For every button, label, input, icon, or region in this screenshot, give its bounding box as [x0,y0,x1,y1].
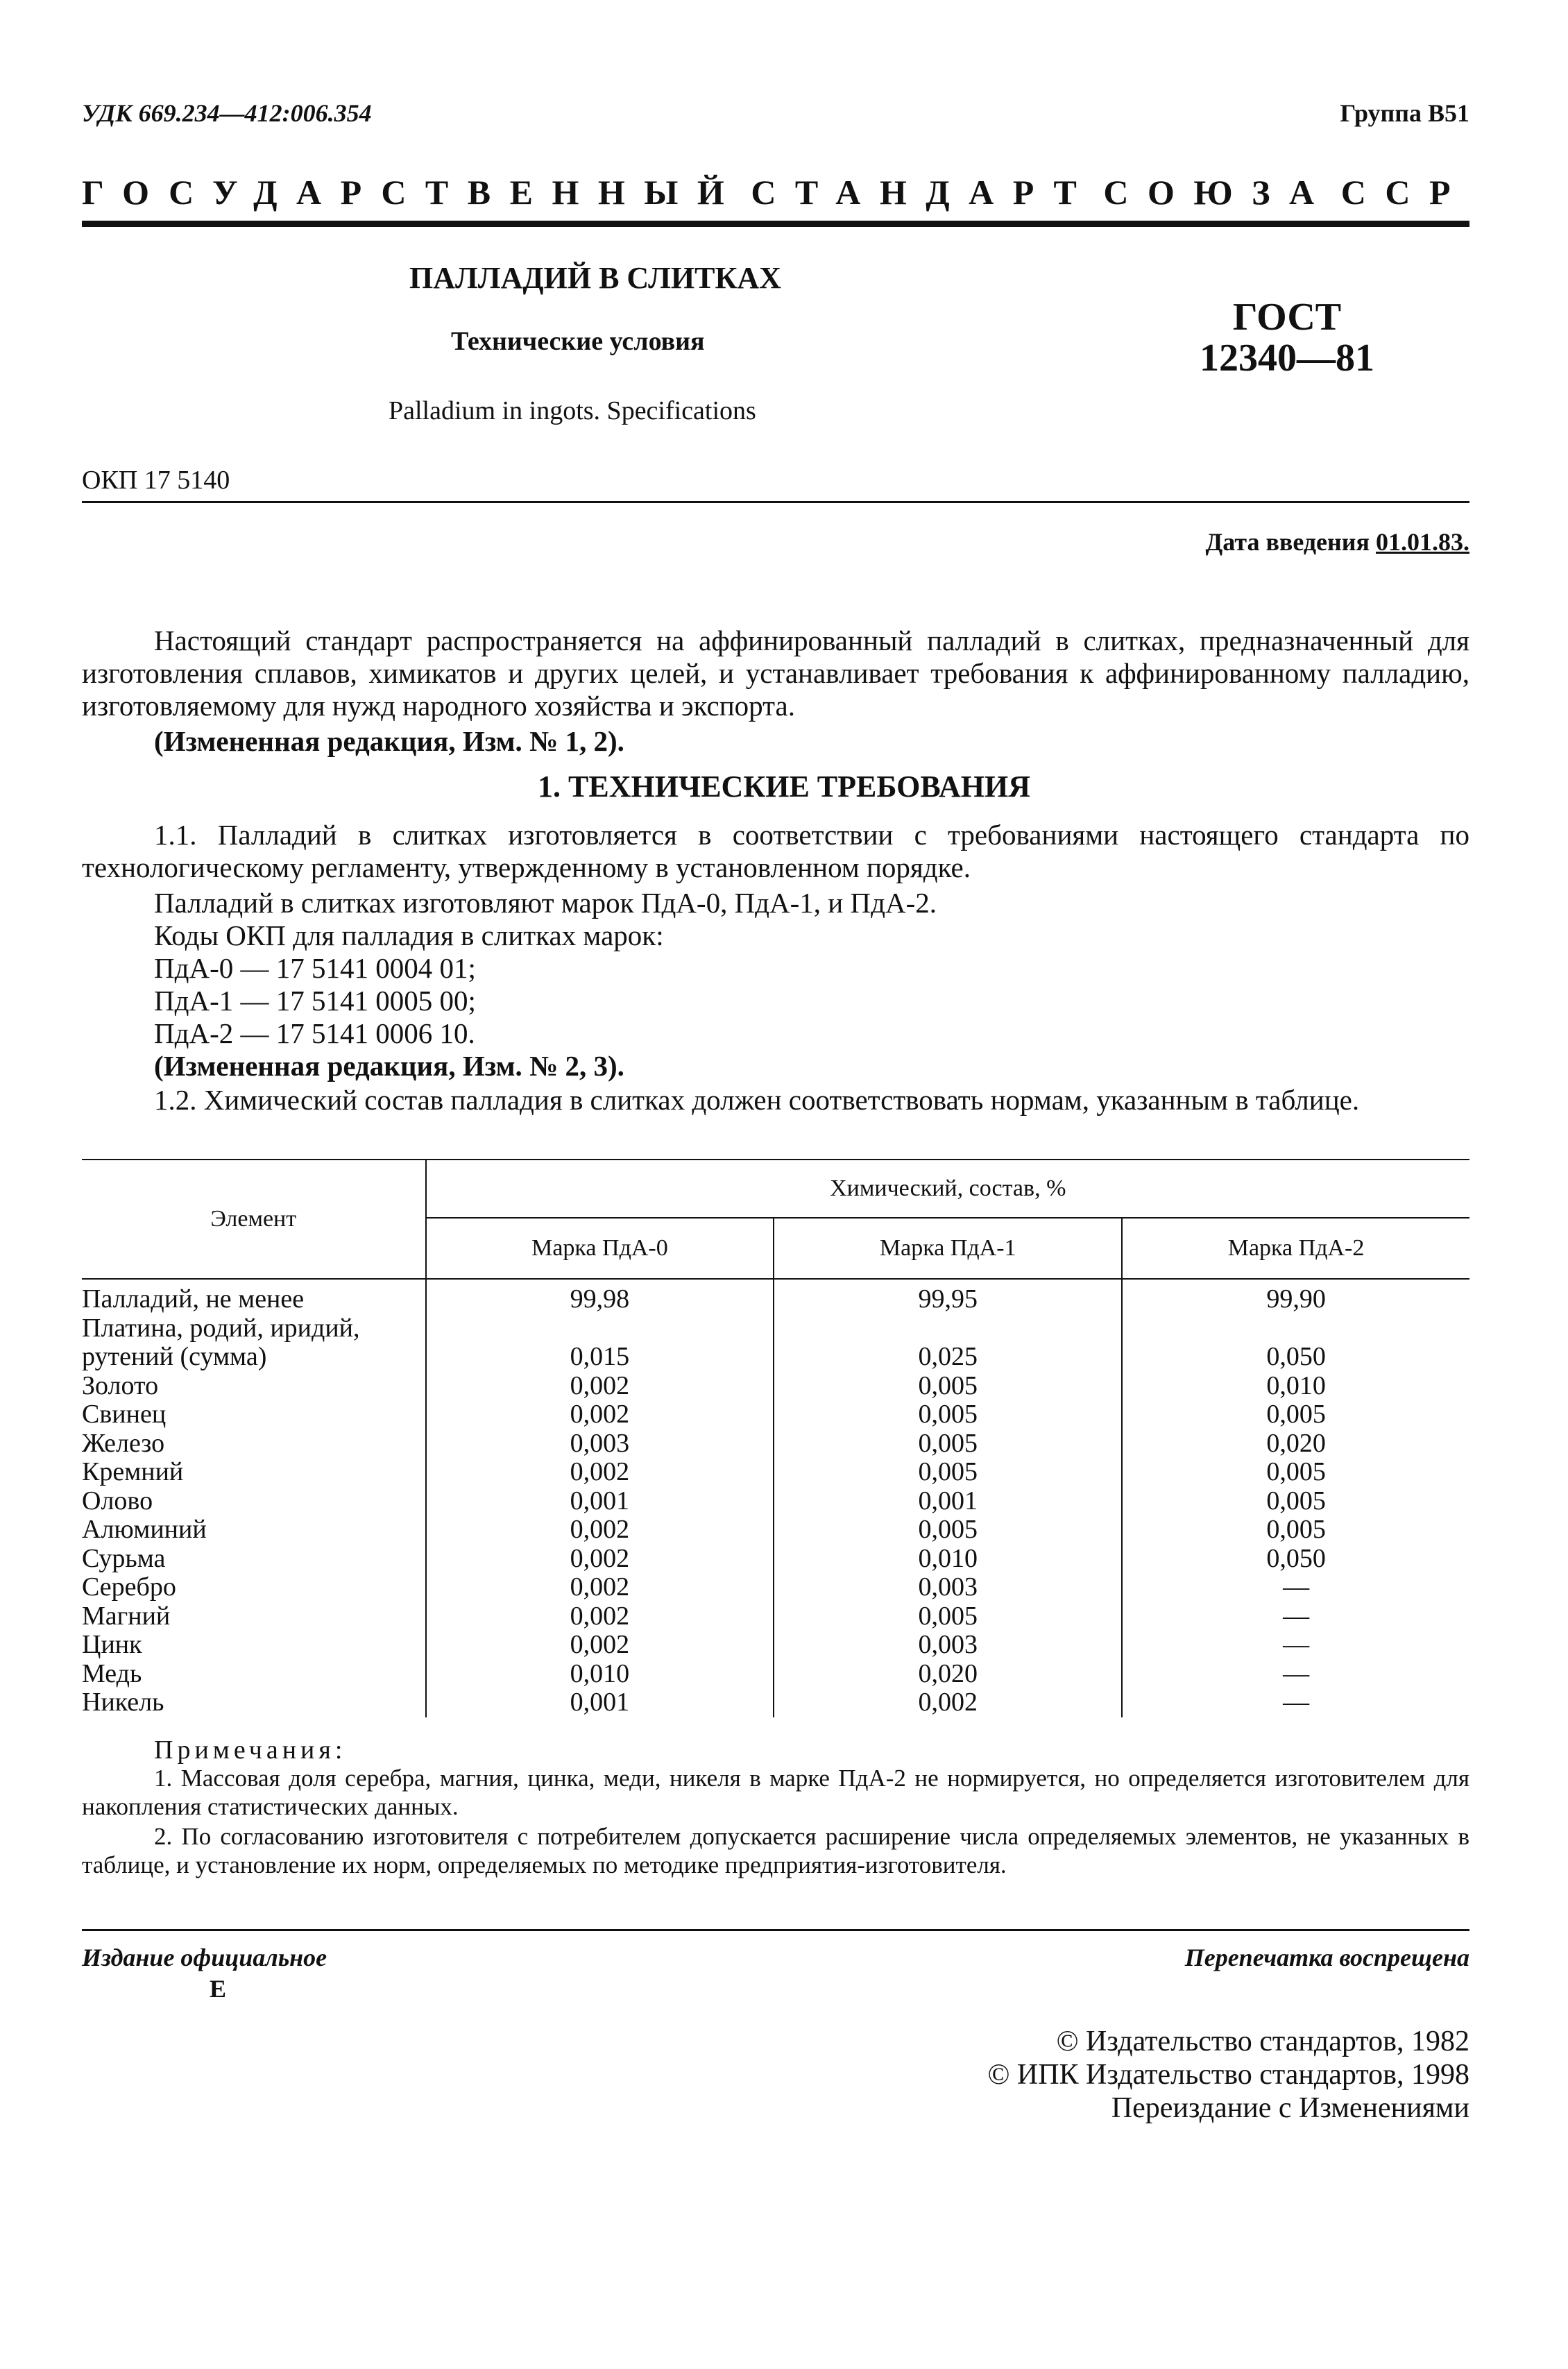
chemical-composition-table [82,1159,1469,1717]
group-code: Группа В51 [1340,99,1469,127]
intro-amendment: (Измененная редакция, Изм. № 1, 2). [154,725,624,757]
composition-value: 0,001 [426,1688,774,1717]
composition-value: 0,050 [1266,1543,1326,1573]
banner-word: СОЮЗА [1103,173,1333,212]
composition-value: 0,050 [1266,1342,1326,1371]
table-row [82,1458,1469,1487]
composition-value: 0,002 [426,1545,774,1574]
table-row [82,1314,1469,1343]
composition-value: 0,005 [774,1372,1122,1401]
effective-date [1206,527,1470,557]
banner-rule [82,221,1469,227]
notes-heading: Примечания: [154,1735,347,1765]
table-row [82,1688,1469,1717]
table-row [82,1573,1469,1602]
edition-letter: Е [210,1975,227,2003]
composition-value: 0,005 [774,1400,1122,1429]
table-body [82,1279,1469,1717]
element-name: Железо [82,1429,426,1459]
element-name: Палладий, не менее [82,1279,426,1314]
composition-value: 0,020 [1266,1428,1326,1458]
footer-rule [82,1929,1469,1931]
element-name: Медь [82,1660,426,1689]
composition-value: 0,002 [426,1602,774,1631]
composition-value: 0,005 [774,1515,1122,1545]
table-row [82,1372,1469,1401]
english-title: Palladium in ingots. Specifications [389,396,756,425]
official-edition: Издание официальное [82,1944,327,1971]
composition-value: 0,002 [426,1573,774,1602]
gost-label: ГОСТ [1232,296,1342,339]
composition-value: 0,005 [1266,1486,1326,1515]
element-name: Никель [82,1688,426,1717]
note-1: 1. Массовая доля серебра, магния, цинка, меди, никеля в марке ПдА-2 не нормируется, но определяется изготовителем для накопления статистических данных. [82,1765,1469,1820]
copyright-1998: © ИПК Издательство стандартов, 1998 [987,2059,1469,2091]
composition-value: 0,001 [426,1487,774,1516]
element-name: Платина, родий, иридий, [82,1314,426,1343]
composition-value: 0,003 [774,1573,1122,1602]
composition-value: — [1283,1630,1310,1659]
composition-value: 0,002 [426,1400,774,1429]
element-name: рутений (сумма) [82,1343,426,1372]
composition-value: 0,002 [774,1688,1122,1717]
date-value: 01.01.83. [1376,528,1469,556]
composition-value: 0,010 [426,1660,774,1689]
table-row [82,1660,1469,1689]
table-row [82,1545,1469,1574]
composition-value: — [1283,1601,1310,1631]
composition-value: 0,005 [1266,1515,1326,1544]
column-header-element: Элемент [82,1160,426,1279]
banner-word: ССР [1340,173,1469,212]
reprint-prohibited: Перепечатка воспрещена [1184,1944,1469,1971]
intro-paragraph: Настоящий стандарт распространяется на аффинированный палладий в слитках, предназначенный для изготовления сплавов, химикатов и других целей, и устанавливает требования к аффинированному палладию, изготовляемому для нужд народного хозяйства и экспорта. [82,625,1469,722]
composition-value: 0,005 [774,1602,1122,1631]
date-label: Дата введения [1205,528,1370,556]
element-name: Золото [82,1372,426,1401]
okp-code-pda1: ПдА-1 — 17 5141 0005 00; [154,985,476,1017]
element-name: Олово [82,1487,426,1516]
composition-value: 0,005 [774,1458,1122,1487]
composition-value: 0,002 [426,1631,774,1660]
banner-word: ГОСУДАРСТВЕННЫЙ [82,173,744,212]
grades-line: Палладий в слитках изготовляют марок ПдА-0, ПдА-1, и ПдА-2. [154,887,937,919]
element-name: Цинк [82,1631,426,1660]
copyright-1982: © Издательство стандартов, 1982 [1056,2026,1469,2057]
table-row [82,1400,1469,1429]
composition-value: 0,003 [774,1631,1122,1660]
okp-code-pda2: ПдА-2 — 17 5141 0006 10. [154,1017,475,1049]
element-name: Магний [82,1602,426,1631]
composition-value: 0,025 [774,1343,1122,1372]
reissue-note: Переиздание с Изменениями [1111,2092,1469,2124]
clause-1-2: 1.2. Химический состав палладия в слитках должен соответствовать нормам, указанным в таблице. [154,1084,1360,1116]
clause-1-1: 1.1. Палладий в слитках изготовляется в соответствии с требованиями настоящего стандарта по технологическому регламенту, утвержденному в установленном порядке. [82,819,1469,883]
gost-designation [1173,297,1401,379]
table-row [82,1487,1469,1516]
title-rule [82,501,1469,503]
composition-value: 0,001 [774,1487,1122,1516]
element-name: Серебро [82,1573,426,1602]
composition-value [426,1314,774,1343]
composition-value: 0,015 [426,1343,774,1372]
composition-value: 0,005 [1266,1400,1326,1429]
column-header-grade: Марка ПдА-2 [1227,1235,1365,1261]
table-row [82,1343,1469,1372]
table-row [82,1515,1469,1545]
note-2: 2. По согласованию изготовителя с потребителем допускается расширение числа определяемых элементов, не указанных в таблице, и установление их норм, определяемых по методике предприятия-изготовителя. [82,1823,1469,1878]
column-group-header: Химический, состав, % [426,1160,1469,1218]
composition-value [1122,1314,1469,1343]
section-amendment: (Измененная редакция, Изм. № 2, 3). [154,1050,624,1082]
section-title: 1. ТЕХНИЧЕСКИЕ ТРЕБОВАНИЯ [538,770,1030,804]
composition-value: — [1283,1658,1310,1688]
okp-code: ОКП 17 5140 [82,466,230,495]
table-row [82,1429,1469,1459]
document-title: ПАЛЛАДИЙ В СЛИТКАХ [409,261,781,295]
udc-code: УДК 669.234—412:006.354 [82,99,372,127]
composition-value: 0,005 [1266,1457,1326,1486]
element-name: Сурьма [82,1545,426,1574]
element-name: Алюминий [82,1515,426,1545]
table-row [82,1602,1469,1631]
composition-value: 0,020 [774,1660,1122,1689]
composition-value: 99,95 [774,1279,1122,1314]
gost-number: 12340—81 [1200,336,1374,380]
banner-word: СТАНДАРТ [751,173,1096,212]
composition-value: 99,98 [426,1279,774,1314]
column-header-grade: Марка ПдА-1 [774,1218,1122,1279]
column-header-grade: Марка ПдА-0 [426,1218,774,1279]
composition-value: 0,010 [774,1545,1122,1574]
composition-value: 0,002 [426,1372,774,1401]
table-row [82,1631,1469,1660]
composition-value: — [1283,1572,1310,1602]
table-row [82,1279,1469,1314]
composition-value: 0,002 [426,1458,774,1487]
composition-value: 0,002 [426,1515,774,1545]
document-subtitle: Технические условия [451,327,705,356]
composition-value [774,1314,1122,1343]
okp-code-pda0: ПдА-0 — 17 5141 0004 01; [154,952,476,984]
composition-value: 0,010 [1266,1370,1326,1400]
standard-banner [82,172,1469,212]
composition-value: 0,003 [426,1429,774,1459]
composition-value: 99,90 [1266,1284,1326,1314]
element-name: Кремний [82,1458,426,1487]
composition-value: — [1283,1688,1310,1717]
composition-value: 0,005 [774,1429,1122,1459]
okp-codes-line: Коды ОКП для палладия в слитках марок: [154,919,664,951]
element-name: Свинец [82,1400,426,1429]
